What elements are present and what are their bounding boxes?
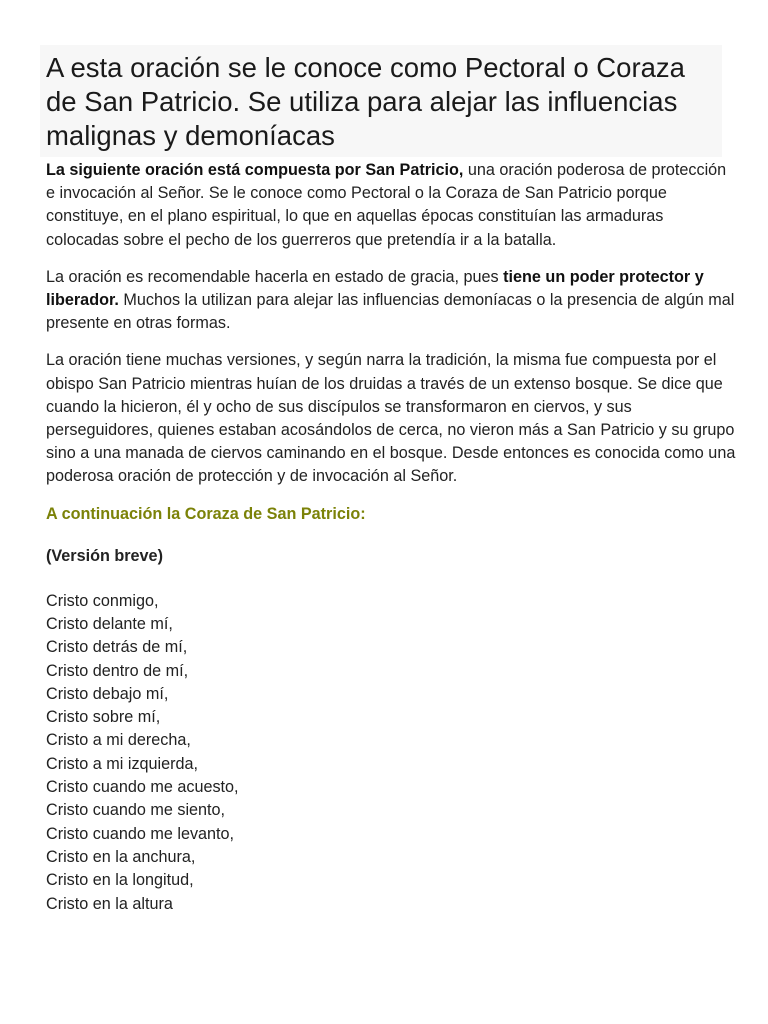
page-title: A esta oración se le conoce como Pectoral o Coraza de San Patricio. Se utiliza para alejar las influencias malignas y demoníacas xyxy=(46,52,685,151)
recommendation-text-before: La oración es recomendable hacerla en estado de gracia, pues xyxy=(46,267,504,286)
prayer-line: Cristo en la altura xyxy=(46,894,173,913)
prayer-line: Cristo conmigo, xyxy=(46,591,159,610)
prayer-line: Cristo en la longitud, xyxy=(46,871,194,890)
prayer-line: Cristo sobre mí, xyxy=(46,708,161,727)
intro-bold-text: La siguiente oración está compuesta por San Patricio, xyxy=(46,161,464,179)
title-box xyxy=(40,45,722,157)
intro-text: una oración poderosa de protección e invocación al Señor. Se le conoce como Pectoral o la Coraza de San Patricio porque constituye, en el plano espiritual, lo que en aquellas épocas constituían las armaduras colocadas sobre el pecho de los guerreros que pretendía ir a la batalla. xyxy=(46,161,727,249)
article-body xyxy=(46,159,736,916)
prayer-line: Cristo dentro de mí, xyxy=(46,661,189,680)
history-paragraph: La oración tiene muchas versiones, y según narra la tradición, la misma fue compuesta por el obispo San Patricio mientras huían de los druidas a través de un extenso bosque. Se dice que cuando la hicieron, él y ocho de sus discípulos se transformaron en ciervos, y sus perseguidores, quienes estaban acosándolos de cerca, no vieron más a San Patricio y su grupo sino a una manada de ciervos caminando en el bosque. Desde entonces es conocida como una poderosa oración de protección y de invocación al Señor. xyxy=(46,351,736,486)
version-label: (Versión breve) xyxy=(46,546,163,565)
intro-paragraph xyxy=(46,159,736,252)
coraza-heading: A continuación la Coraza de San Patricio: xyxy=(46,504,366,523)
prayer-line: Cristo cuando me siento, xyxy=(46,801,226,820)
prayer-list xyxy=(46,590,736,916)
prayer-line: Cristo a mi izquierda, xyxy=(46,754,199,773)
prayer-line: Cristo delante mí, xyxy=(46,614,173,633)
recommendation-paragraph xyxy=(46,266,736,336)
recommendation-bold-text: tiene un poder protector y liberador. xyxy=(46,267,704,310)
prayer-line: Cristo cuando me levanto, xyxy=(46,824,235,843)
prayer-line: Cristo detrás de mí, xyxy=(46,638,188,657)
prayer-line: Cristo debajo mí, xyxy=(46,684,169,703)
prayer-line: Cristo a mi derecha, xyxy=(46,731,191,750)
prayer-line: Cristo cuando me acuesto, xyxy=(46,778,239,797)
recommendation-text-after: Muchos la utilizan para alejar las influencias demoníacas o la presencia de algún mal presente en otras formas. xyxy=(46,291,735,333)
prayer-line: Cristo en la anchura, xyxy=(46,847,196,866)
